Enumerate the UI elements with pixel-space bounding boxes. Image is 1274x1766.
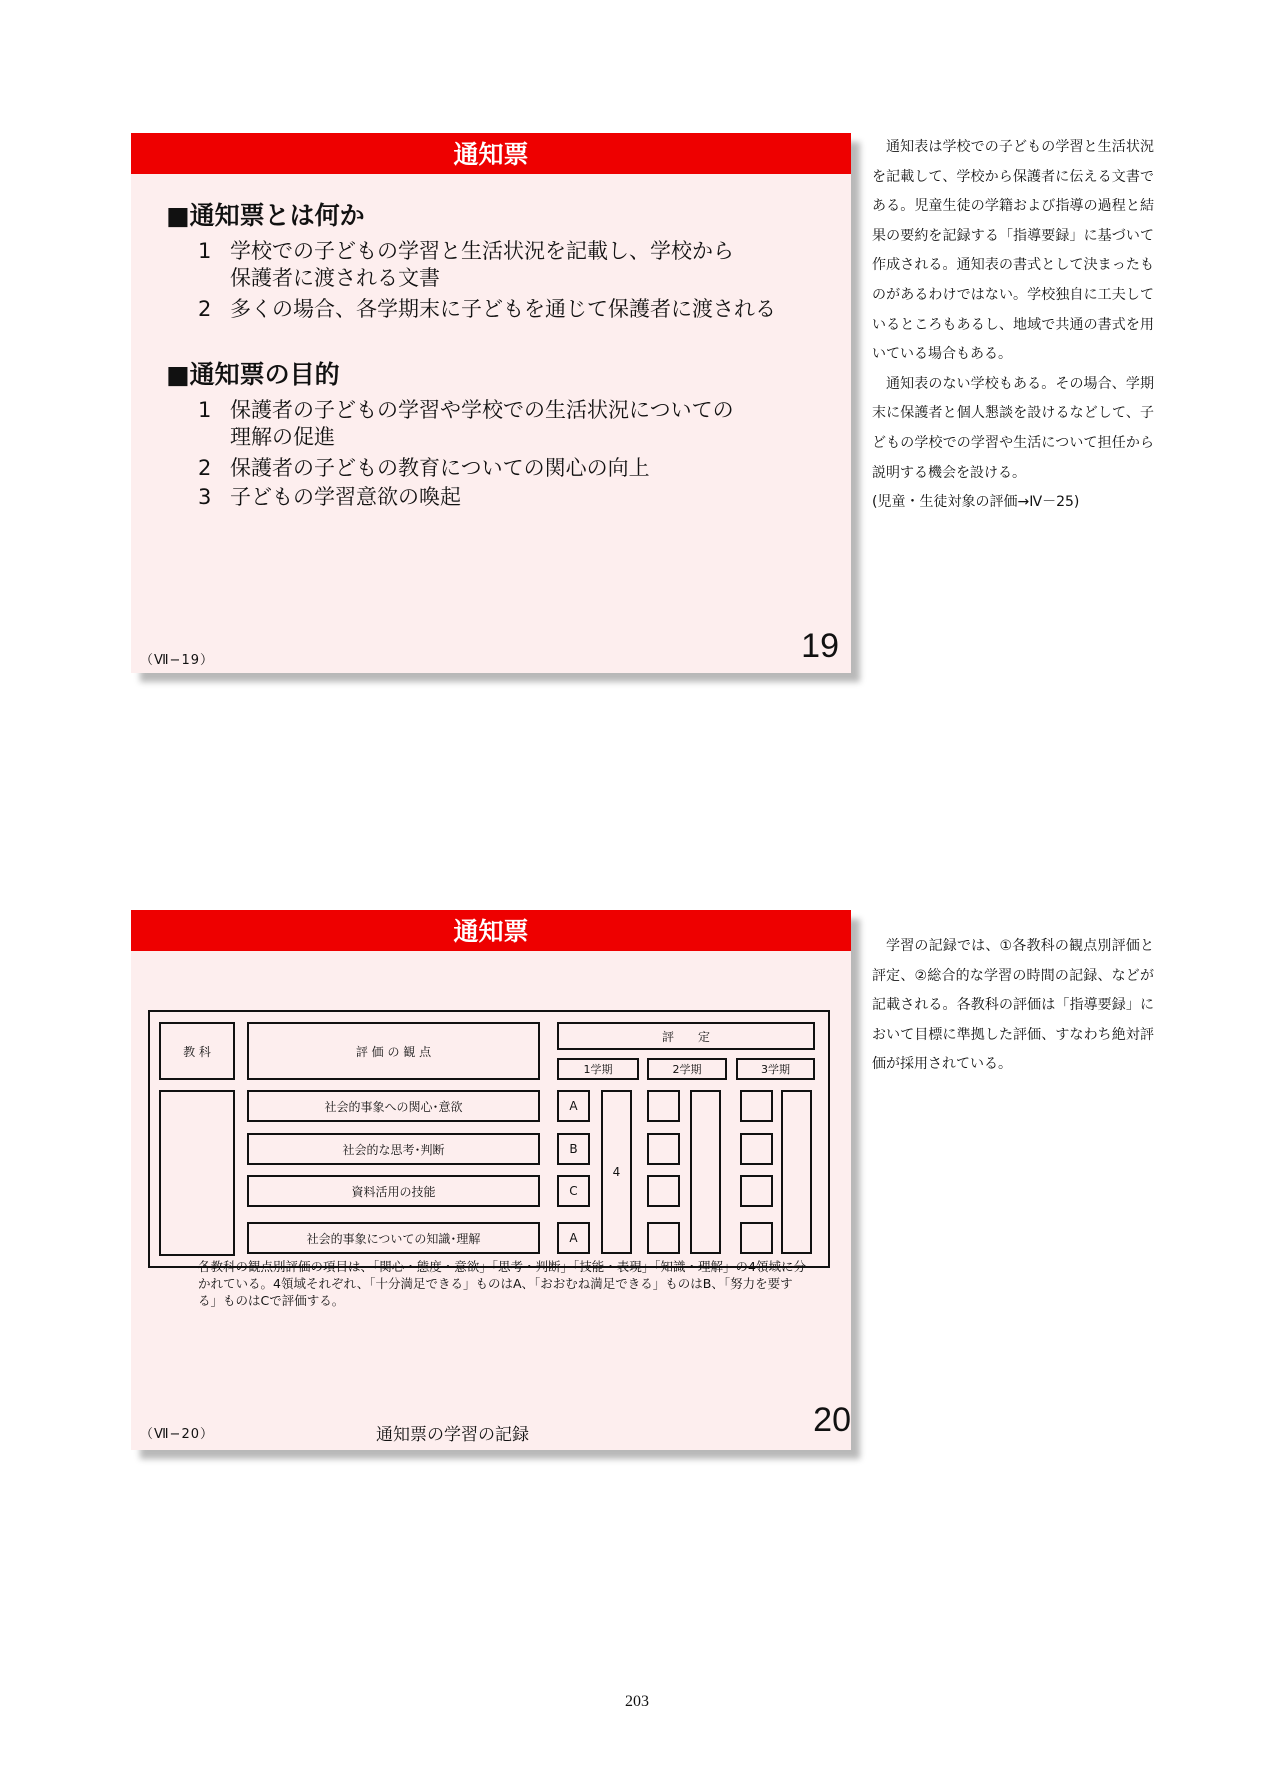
viewpoint-cell: 社会的な思考･判断 bbox=[247, 1133, 540, 1165]
slide-number: 20 bbox=[813, 1401, 851, 1439]
note-reference: (児童・生徒対象の評価→Ⅳ－25) bbox=[872, 494, 1080, 511]
note-paragraph: 通知表は学校での子どもの学習と生活状況を記載して、学校から保護者に伝える文書である。児童生徒の学籍および指導の過程と結果の要約を記録する「指導要録」に基づいて作成される。通知表の書式として決まったものがあるわけではない。学校独自に工夫しているところもあるし、地域で共通の書式を用いている場合もある。 bbox=[872, 139, 1154, 363]
side-note-1 bbox=[872, 133, 1154, 518]
grade-cell bbox=[647, 1222, 680, 1254]
subject-header: 教 科 bbox=[159, 1022, 235, 1080]
grade-cell bbox=[740, 1090, 773, 1122]
grade-cell bbox=[740, 1175, 773, 1207]
note-paragraph: 学習の記録では、①各教科の観点別評価と評定、②総合的な学習の時間の記録、などが記載される。各教科の評価は「指導要録」において目標に準拠した評価、すなわち絶対評価が採用されている。 bbox=[872, 938, 1154, 1073]
slide-code: （Ⅶ−19） bbox=[140, 653, 214, 668]
rating-cell bbox=[690, 1090, 721, 1254]
grade-cell bbox=[740, 1222, 773, 1254]
item-number: 1 bbox=[198, 398, 212, 422]
item-text-line: 理解の促進 bbox=[230, 425, 335, 449]
item-number: 1 bbox=[198, 239, 212, 263]
item-number: 2 bbox=[198, 456, 212, 480]
item-text-line: 学校での子どもの学習と生活状況を記載し、学校から bbox=[230, 239, 734, 263]
grade-cell: B bbox=[557, 1133, 590, 1165]
grade-cell: A bbox=[557, 1222, 590, 1254]
viewpoint-cell: 資料活用の技能 bbox=[247, 1175, 540, 1207]
grade-cell bbox=[647, 1175, 680, 1207]
grade-cell bbox=[647, 1133, 680, 1165]
slide-caption: 通知票の学習の記録 bbox=[376, 1425, 529, 1445]
term-header: 2学期 bbox=[647, 1058, 727, 1080]
section-heading-what: ■通知票とは何か bbox=[166, 201, 365, 230]
viewpoint-cell: 社会的事象への関心･意欲 bbox=[247, 1090, 540, 1122]
item-text-line: 保護者の子どもの学習や学校での生活状況についての bbox=[230, 398, 734, 422]
slide-19 bbox=[131, 133, 851, 673]
side-note-2 bbox=[872, 932, 1154, 1080]
grade-cell: C bbox=[557, 1175, 590, 1207]
term-header: 1学期 bbox=[557, 1058, 639, 1080]
slide-number: 19 bbox=[801, 627, 839, 665]
item-text-line: 保護者の子どもの教育についての関心の向上 bbox=[230, 456, 650, 480]
grade-cell bbox=[740, 1133, 773, 1165]
item-text-line: 多くの場合、各学期末に子どもを通じて保護者に渡される bbox=[230, 297, 776, 321]
slide-code: （Ⅶ−20） bbox=[140, 1427, 214, 1442]
item-text-line: 保護者に渡される文書 bbox=[230, 266, 440, 290]
viewpoint-cell: 社会的事象についての知識･理解 bbox=[247, 1222, 540, 1254]
section-heading-purpose: ■通知票の目的 bbox=[166, 360, 340, 389]
table-explanation: 各教科の観点別評価の項目は、「関心・態度・意欲」「思考・判断」「技能・表現」「知識・理解」の4領域に分かれている。4領域それぞれ、「十分満足できる」ものはA、「おおむね満足できる」ものはB、「努力を要する」ものはCで評価する。 bbox=[198, 1259, 806, 1308]
rating-header: 評 定 bbox=[557, 1022, 815, 1050]
item-text-line: 子どもの学習意欲の喚起 bbox=[230, 485, 461, 509]
subject-cell bbox=[159, 1090, 235, 1256]
slide-title: 通知票 bbox=[131, 133, 851, 174]
page-number: 203 bbox=[625, 1693, 649, 1710]
note-paragraph: 通知表のない学校もある。その場合、学期末に保護者と個人懇談を設けるなどして、子どもの学校での学習や生活について担任から説明する機会を設ける。 bbox=[872, 375, 1154, 481]
slide-title: 通知票 bbox=[131, 910, 851, 951]
grade-cell bbox=[647, 1090, 680, 1122]
term-header: 3学期 bbox=[736, 1058, 815, 1080]
item-number: 3 bbox=[198, 485, 212, 509]
viewpoint-header: 評 価 の 観 点 bbox=[247, 1022, 540, 1080]
rating-cell: 4 bbox=[601, 1090, 632, 1254]
item-number: 2 bbox=[198, 297, 212, 321]
grade-cell: A bbox=[557, 1090, 590, 1122]
rating-cell bbox=[781, 1090, 812, 1254]
